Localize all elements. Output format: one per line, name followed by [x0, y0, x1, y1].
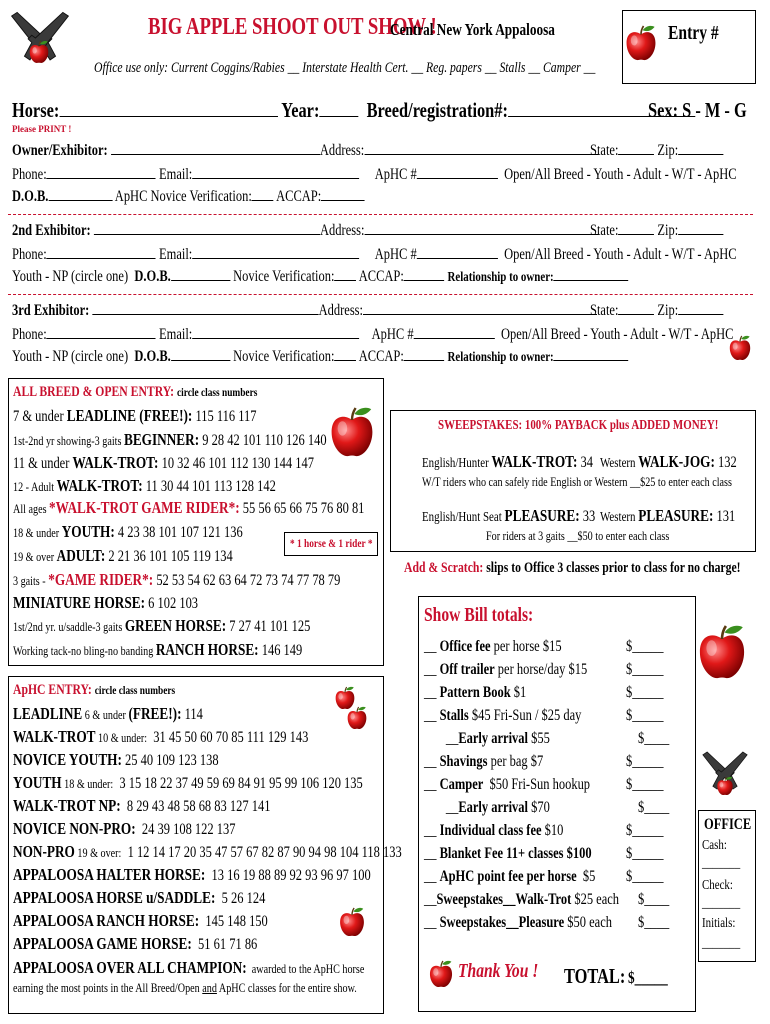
bill-price: $55: [527, 730, 550, 747]
class-age-note: 1st/2nd yr. u/saddle-3 gaits: [13, 619, 125, 634]
print-note: Please PRINT !: [12, 124, 72, 134]
class-age-note: 1st-2nd yr showing-3 gaits: [13, 433, 124, 448]
aphc-class-row[interactable]: [13, 911, 340, 931]
divider: [8, 214, 753, 215]
aphc-footnote: earning the most points in the All Breed/Open and ApHC classes for the entire show.: [13, 980, 357, 995]
bill-checkbox[interactable]: __: [424, 822, 440, 839]
aphc-class-row[interactable]: [13, 704, 256, 724]
horse-line: Horse: Year: Breed/registration#:: [12, 98, 770, 123]
divider: [8, 294, 753, 295]
bill-item: Blanket Fee 11+ classes $100: [439, 845, 592, 862]
bill-item: Stalls: [439, 707, 469, 724]
bill-amount[interactable]: $_____: [626, 868, 664, 885]
all-breed-class-row[interactable]: [13, 522, 307, 542]
bill-checkbox[interactable]: __: [424, 661, 440, 678]
class-name: ADULT:: [56, 546, 106, 565]
bill-amount[interactable]: $____: [638, 730, 670, 747]
bill-checkbox[interactable]: __: [424, 776, 440, 793]
office-title: OFFICE: [704, 816, 752, 833]
office-initials-line: _______: [702, 936, 741, 951]
bill-checkbox[interactable]: __: [424, 753, 440, 770]
apple-icon: [624, 18, 658, 68]
bill-price: $45 Fri-Sun / $25 day: [468, 707, 582, 724]
show-bill-row[interactable]: [424, 799, 585, 817]
class-name: *GAME RIDER*:: [48, 570, 154, 589]
class-name: WALK-TROT:: [56, 476, 143, 495]
class-numbers[interactable]: 51 61 71 86: [191, 936, 258, 953]
class-name: APPALOOSA OVER ALL CHAMPION:: [13, 958, 247, 977]
class-age-note: 6 & under: [82, 707, 129, 722]
class-name: WALK-TROT:: [72, 453, 159, 472]
bill-item: Individual class fee: [439, 822, 542, 839]
bill-amount[interactable]: $_____: [626, 822, 664, 839]
bill-amount[interactable]: $_____: [626, 776, 664, 793]
class-name: YOUTH: [13, 773, 62, 792]
aphc-class-row[interactable]: [13, 865, 472, 885]
class-numbers[interactable]: 1 12 14 17 20 35 47 57 67 82 87 90 94 98 104 118 133: [121, 844, 402, 861]
class-numbers[interactable]: 114: [181, 706, 203, 723]
sex-field[interactable]: Sex: S - M - G: [648, 98, 747, 122]
class-numbers[interactable]: 5 26 124: [215, 890, 266, 907]
sweep-eng-pleasure[interactable]: English/Hunt Seat PLEASURE: 33: [422, 506, 596, 525]
all-breed-class-row[interactable]: [13, 616, 394, 636]
class-name: WALK-TROT: [13, 727, 96, 746]
total-label: TOTAL:: [564, 964, 626, 988]
class-name: APPALOOSA GAME HORSE:: [13, 934, 192, 953]
owner-line-1: Owner/Exhibitor: Address:: [12, 140, 764, 160]
bill-amount[interactable]: $____: [638, 891, 670, 908]
bill-item: Early arrival: [458, 799, 528, 816]
ex3-line-3: Youth - NP (circle one) D.O.B. Novice Verification: ACCAP: Relationship to owner:: [12, 346, 770, 366]
all-breed-class-row[interactable]: [13, 476, 350, 496]
aphc-class-row[interactable]: [13, 842, 511, 862]
class-age-note: All ages: [13, 501, 50, 516]
office-cash-line: _______: [702, 856, 741, 871]
sweep-walkjog[interactable]: Western WALK-JOG: 132: [600, 452, 737, 471]
aphc-class-row[interactable]: [13, 796, 343, 816]
add-scratch-note: Add & Scratch: slips to Office 3 classes prior to class for no charge!: [404, 560, 741, 576]
class-age-note: 12 - Adult: [13, 479, 57, 494]
all-breed-title: ALL BREED & OPEN ENTRY: circle class numbers: [13, 384, 258, 400]
sweep-pl-note: For riders at 3 gaits __$50 to enter each class: [486, 528, 670, 543]
class-age-note: 18 & under: [13, 525, 62, 540]
bill-item: Camper: [439, 776, 484, 793]
class-name: GREEN HORSE:: [124, 616, 227, 635]
bill-item: ApHC point fee per horse: [439, 868, 577, 885]
class-name-suffix: (FREE!):: [128, 704, 182, 723]
sweep-west-pleasure[interactable]: Western PLEASURE: 131: [600, 506, 736, 525]
bill-amount[interactable]: $____: [638, 914, 670, 931]
class-age-note: 10 & under:: [95, 730, 148, 745]
bill-amount[interactable]: $_____: [626, 638, 664, 655]
ex3-line-2: Phone: Email: ApHC # Open/All Breed - Youth - Adult - W/T - ApHC: [12, 326, 734, 343]
class-numbers[interactable]: 145 148 150: [199, 913, 268, 930]
bill-checkbox[interactable]: __: [424, 891, 437, 908]
show-bill-row[interactable]: [424, 661, 633, 679]
bill-checkbox[interactable]: __: [424, 799, 459, 816]
class-age-note: awarded to the ApHC horse: [246, 961, 365, 976]
bill-price: $25 each: [571, 891, 620, 908]
class-name: RANCH HORSE:: [155, 640, 259, 659]
ex3-state[interactable]: State: Zip:: [590, 300, 761, 320]
bill-price: per horse/day $15: [494, 661, 588, 678]
apple-icon: [696, 610, 748, 694]
office-check-line: _______: [702, 896, 741, 911]
bill-price: $10: [541, 822, 564, 839]
ex2-state[interactable]: State: Zip:: [590, 220, 761, 240]
ex3-line-1: 3rd Exhibitor: Address:: [12, 300, 762, 320]
class-name: NOVICE NON-PRO:: [13, 819, 136, 838]
class-numbers[interactable]: 52 53 54 62 63 64 72 73 74 77 78 79: [153, 572, 341, 589]
class-numbers[interactable]: 7 27 41 101 125: [226, 618, 311, 635]
show-bill-row[interactable]: [424, 822, 603, 840]
class-name: NOVICE YOUTH:: [13, 750, 122, 769]
owner-line-2: Phone: Email: ApHC # Open/All Breed - Youth - Adult - W/T - ApHC: [12, 166, 737, 183]
office-use-line: Office use only: Current Coggins/Rabies __ Interstate Health Cert. __ Reg. papers __ Stalls __ Camper __: [94, 60, 596, 76]
class-name: WALK-TROT NP:: [13, 796, 121, 815]
aphc-class-row[interactable]: [13, 727, 392, 747]
class-numbers[interactable]: 24 39 108 122 137: [135, 821, 236, 838]
apple-icon: [346, 700, 368, 736]
bill-price: per horse $15: [490, 638, 562, 655]
sweep-wt-note: W/T riders who can safely ride English or Western __$25 to enter each class: [422, 474, 732, 489]
aphc-title: ApHC ENTRY: circle class numbers: [13, 682, 176, 698]
page-title: BIG APPLE SHOOT OUT SHOW !: [148, 14, 437, 40]
class-name: APPALOOSA HALTER HORSE:: [13, 865, 206, 884]
show-bill-row[interactable]: [424, 891, 674, 909]
bill-item: Sweepstakes__Walk-Trot: [436, 891, 572, 908]
all-breed-class-row[interactable]: [13, 640, 384, 660]
ex2-line-1: 2nd Exhibitor: Address:: [12, 220, 764, 240]
aphc-class-row[interactable]: [13, 888, 336, 908]
class-numbers[interactable]: 6 102 103: [145, 595, 199, 612]
bill-price: $50 each: [564, 914, 612, 931]
bill-item: Pattern Book: [439, 684, 511, 701]
class-name: LEADLINE: [13, 704, 83, 723]
bill-item: Office fee: [439, 638, 491, 655]
page-subtitle: Central New York Appaloosa: [390, 20, 555, 39]
bill-amount[interactable]: $_____: [626, 684, 664, 701]
class-name: *WALK-TROT GAME RIDER*:: [49, 498, 240, 517]
bill-amount[interactable]: $_____: [626, 661, 664, 678]
class-name: APPALOOSA RANCH HORSE:: [13, 911, 200, 930]
class-numbers[interactable]: 11 30 44 101 113 128 142: [142, 478, 276, 495]
show-bill-row[interactable]: [424, 730, 585, 748]
class-numbers[interactable]: 25 40 109 123 138: [121, 752, 219, 769]
aphc-class-row[interactable]: [13, 934, 326, 954]
class-age-note: 19 & over:: [74, 845, 122, 860]
bill-checkbox[interactable]: __: [424, 638, 440, 655]
class-name: NON-PRO: [13, 842, 75, 861]
bill-checkbox[interactable]: __: [424, 914, 440, 931]
show-bill-row[interactable]: [424, 753, 577, 771]
apple-icon: [716, 776, 734, 796]
class-age-note: 18 & under:: [61, 776, 114, 791]
sweep-walktrot[interactable]: English/Hunter WALK-TROT: 34: [422, 452, 594, 471]
office-cash[interactable]: Cash:: [702, 838, 727, 853]
bill-amount[interactable]: $____: [638, 799, 670, 816]
class-age-note: Working tack-no bling-no banding: [13, 643, 156, 658]
class-age-note: 3 gaits -: [13, 573, 49, 588]
show-bill-row[interactable]: [424, 914, 665, 932]
show-bill-row[interactable]: [424, 707, 626, 725]
thank-you: Thank You !: [458, 960, 539, 982]
aphc-class-row[interactable]: [13, 773, 461, 793]
office-initials[interactable]: Initials:: [702, 916, 736, 931]
class-name: LEADLINE (FREE!):: [66, 406, 193, 425]
bill-item: Off trailer: [439, 661, 495, 678]
ex2-line-3: Youth - NP (circle one) D.O.B. Novice Verification: ACCAP: Relationship to owner:: [12, 266, 770, 286]
all-breed-class-row[interactable]: [13, 593, 250, 613]
all-breed-class-row[interactable]: [13, 546, 295, 566]
bill-checkbox[interactable]: __: [424, 730, 459, 747]
apple-icon: [28, 40, 50, 64]
bill-price: $5: [576, 868, 596, 885]
class-name: BEGINNER:: [123, 430, 200, 449]
bill-price: $50 Fri-Sun hookup: [483, 776, 591, 793]
total-amount[interactable]: $_____: [628, 968, 668, 987]
class-numbers[interactable]: 10 32 46 101 112 130 144 147: [158, 455, 314, 472]
apple-icon: [338, 900, 366, 944]
class-name: MINIATURE HORSE:: [13, 593, 146, 612]
apple-icon: [328, 390, 376, 474]
class-numbers[interactable]: 146 149: [258, 642, 303, 659]
one-horse-label: * 1 horse & 1 rider *: [290, 536, 373, 550]
class-numbers[interactable]: 4 23 38 101 107 121 136: [114, 524, 243, 541]
bill-item: Sweepstakes__Pleasure: [439, 914, 565, 931]
class-numbers[interactable]: 115 116 117: [192, 408, 257, 425]
aphc-class-row[interactable]: [13, 819, 298, 839]
bill-checkbox[interactable]: __: [424, 707, 440, 724]
ex2-line-2: Phone: Email: ApHC # Open/All Breed - Youth - Adult - W/T - ApHC: [12, 246, 737, 263]
class-numbers[interactable]: 31 45 50 60 70 85 111 129 143: [147, 729, 309, 746]
bill-amount[interactable]: $_____: [626, 753, 664, 770]
class-numbers[interactable]: 3 15 18 22 37 49 59 69 84 91 95 99 106 120 135: [113, 775, 363, 792]
apple-icon: [728, 330, 752, 366]
entry-label: Entry #: [668, 22, 719, 44]
class-numbers[interactable]: 13 16 19 88 89 92 93 96 97 100: [205, 867, 371, 884]
bill-checkbox[interactable]: __: [424, 845, 440, 862]
class-name: YOUTH:: [61, 522, 115, 541]
office-check[interactable]: Check:: [702, 878, 733, 893]
sweepstakes-title: SWEEPSTAKES: 100% PAYBACK plus ADDED MONEY!: [438, 418, 719, 433]
bill-price: $70: [527, 799, 550, 816]
class-age-note: 11 & under: [13, 455, 73, 472]
class-age-note: 7 & under: [13, 408, 67, 425]
bill-price: $1: [510, 684, 527, 701]
class-numbers[interactable]: 2 21 36 101 105 119 134: [105, 548, 233, 565]
aphc-class-row[interactable]: [13, 958, 464, 978]
class-numbers[interactable]: 8 29 43 48 58 68 83 127 141: [120, 798, 271, 815]
bill-item: Shavings: [439, 753, 488, 770]
owner-state[interactable]: State: Zip:: [590, 140, 761, 160]
class-age-note: 19 & over: [13, 549, 57, 564]
owner-line-3: D.O.B. ApHC Novice Verification: ACCAP:: [12, 186, 464, 206]
class-name: APPALOOSA HORSE u/SADDLE:: [13, 888, 216, 907]
aphc-class-row[interactable]: [13, 750, 277, 770]
show-bill-row[interactable]: [424, 684, 555, 702]
bill-amount[interactable]: $_____: [626, 845, 664, 862]
all-breed-class-row[interactable]: [13, 570, 433, 590]
bill-item: Early arrival: [458, 730, 528, 747]
show-bill-row[interactable]: [424, 638, 600, 656]
bill-checkbox[interactable]: __: [424, 684, 440, 701]
bill-amount[interactable]: $_____: [626, 707, 664, 724]
class-numbers[interactable]: 9 28 42 101 110 126 140: [199, 432, 327, 449]
all-breed-class-row[interactable]: [13, 406, 325, 426]
bill-price: per bag $7: [487, 753, 544, 770]
show-bill-title: Show Bill totals:: [424, 604, 534, 626]
class-numbers[interactable]: 55 56 65 66 75 76 80 81: [239, 500, 365, 517]
bill-checkbox[interactable]: __: [424, 868, 440, 885]
